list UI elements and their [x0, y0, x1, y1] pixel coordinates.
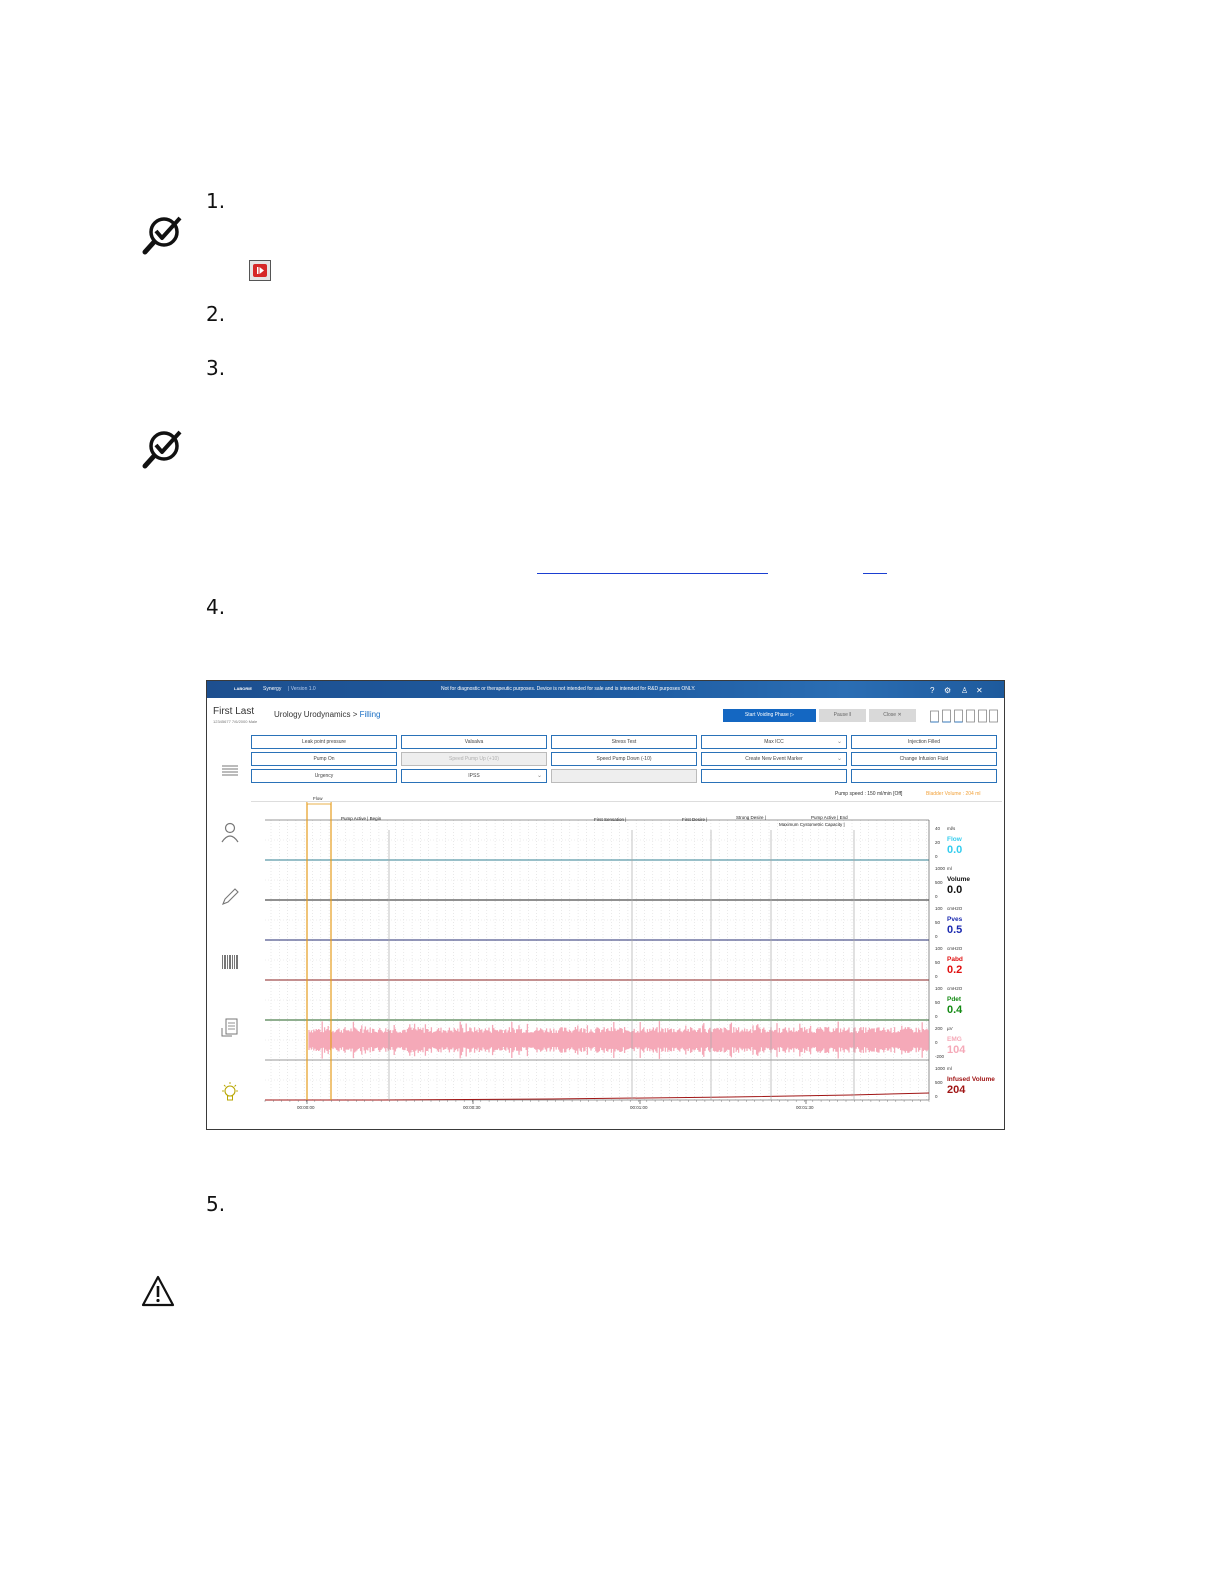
event-button-15[interactable]: [851, 769, 997, 783]
axis-scale-label: 500: [935, 880, 943, 885]
tip-magnifier-check-icon: [140, 429, 184, 471]
channel-value: 0.0: [947, 884, 963, 896]
flag-box: [307, 802, 331, 804]
event-marker-label: Pump Active | End: [811, 815, 848, 820]
event-button-4[interactable]: [701, 735, 847, 749]
axis-scale-label: 200: [935, 1026, 943, 1031]
event-button-label: Injection Filled: [908, 739, 940, 745]
axis-scale-label: 0: [935, 1040, 938, 1045]
channel-unit: cmH2O: [947, 906, 963, 911]
chart-canvas: [251, 802, 1002, 1130]
chevron-down-icon: ⌄: [836, 739, 842, 745]
channel-unit: cmH2O: [947, 986, 963, 991]
chevron-down-icon: ⌄: [536, 773, 542, 779]
event-button-11[interactable]: [251, 769, 397, 783]
step-3-number: 3.: [206, 356, 226, 380]
event-button-label: Max ICC: [764, 739, 784, 745]
step-4-number: 4.: [206, 595, 226, 619]
axis-scale-label: 50: [935, 920, 941, 925]
event-marker-label: First Desire |: [682, 817, 708, 822]
event-button-label: Urgency: [314, 773, 334, 779]
axis-scale-label: 40: [935, 826, 941, 831]
channel-value: 0.0: [947, 844, 963, 856]
x-tick-label: 00:01:00: [630, 1105, 648, 1110]
event-button-6[interactable]: [251, 752, 397, 766]
patient-icon[interactable]: [219, 821, 241, 843]
event-button-2[interactable]: [401, 735, 547, 749]
step-1-number: 1.: [206, 189, 226, 213]
settings-icon[interactable]: ⚙: [944, 686, 952, 695]
axis-scale-label: 0: [935, 854, 938, 859]
user-icon[interactable]: ♙: [961, 686, 969, 695]
event-button-3[interactable]: [551, 735, 697, 749]
patient-name: First Last: [213, 706, 255, 717]
event-button-7: [401, 752, 547, 766]
event-button-13: [551, 769, 697, 783]
event-button-label: Stress Test: [611, 739, 637, 745]
channel-unit: ml: [947, 866, 952, 871]
event-button-label: Speed Pump Down (-10): [596, 756, 652, 762]
event-button-12[interactable]: [401, 769, 547, 783]
study-name: Urology Urodynamics: [274, 710, 351, 719]
axis-scale-label: 0: [935, 894, 938, 899]
help-icon[interactable]: ?: [930, 686, 935, 695]
lightbulb-icon[interactable]: [219, 1081, 241, 1103]
axis-scale-label: 0: [935, 1014, 938, 1019]
axis-scale-label: 20: [935, 840, 941, 845]
axis-scale-label: 100: [935, 946, 943, 951]
event-button-label: Create New Event Marker: [745, 756, 803, 762]
event-marker-label: Maximum Cystometric Capacity |: [779, 822, 845, 827]
axis-scale-label: -200: [935, 1054, 945, 1059]
channel-name: Infused Volume: [947, 1076, 995, 1083]
phase-name: Filling: [359, 710, 381, 719]
bladder-volume-info: Bladder Volume : 204 ml: [926, 791, 981, 797]
event-button-label: Valsalva: [464, 739, 484, 745]
chevron-down-icon: ⌄: [836, 756, 842, 762]
axis-scale-label: 100: [935, 906, 943, 911]
event-button-label: Pump On: [313, 756, 335, 762]
axis-scale-label: 50: [935, 960, 941, 965]
event-marker-label: First Sensation |: [594, 817, 627, 822]
software-screenshot: [206, 680, 1005, 1130]
breadcrumb-separator: >: [352, 710, 358, 719]
x-tick-label: 00:01:30: [796, 1105, 814, 1110]
channel-name: Pves: [947, 916, 963, 923]
axis-scale-label: 500: [935, 1080, 943, 1085]
event-button-5[interactable]: [851, 735, 997, 749]
event-button-label: IPSS: [468, 773, 480, 779]
warning-icon: [141, 1275, 175, 1307]
channel-name: Flow: [947, 836, 962, 843]
barcode-icon[interactable]: [219, 951, 241, 973]
step-5-number: 5.: [206, 1192, 226, 1216]
pencil-icon[interactable]: [219, 886, 241, 908]
product-name: Synergy: [263, 686, 282, 692]
axis-scale-label: 0: [935, 1094, 938, 1099]
axis-scale-label: 100: [935, 986, 943, 991]
channel-value: 0.5: [947, 924, 963, 936]
channel-name: Pdet: [947, 996, 962, 1003]
start-voiding-label: Start Voiding Phase: [744, 712, 789, 718]
pump-speed-info: Pump speed : 150 ml/min [Off]: [835, 791, 903, 797]
event-button-9[interactable]: [701, 752, 847, 766]
title-bar: [207, 681, 1004, 698]
tip-magnifier-check-icon: [140, 215, 184, 257]
pause-button[interactable]: Pause ‖: [819, 709, 866, 722]
channel-unit: ml: [947, 1066, 952, 1071]
channel-unit: cmH2O: [947, 946, 963, 951]
event-button-label: Change Infusion Fluid: [899, 756, 949, 762]
layout-preset-icons[interactable]: [930, 709, 998, 723]
product-version: | Version 1.0: [288, 686, 316, 692]
trace-emg: [309, 1021, 928, 1059]
event-button-10[interactable]: [851, 752, 997, 766]
page-reference-link[interactable]: [863, 573, 887, 574]
close-label: Close: [883, 712, 897, 718]
urodynamics-chart: [251, 796, 1002, 1130]
channel-name: Volume: [947, 876, 970, 883]
breadcrumb: [274, 710, 381, 719]
event-button-14[interactable]: [701, 769, 847, 783]
channel-value: 104: [947, 1044, 966, 1056]
channel-unit: µV: [947, 1026, 953, 1031]
event-marker-label: Pump Active | Begin: [341, 816, 382, 821]
event-button-label: Speed Pump Up (+10): [449, 756, 499, 762]
report-icon[interactable]: [219, 1016, 241, 1038]
rd-notice: Not for diagnostic or therapeutic purposes. Device is not intended for sale and is intended for R&D purposes ONLY.: [441, 686, 696, 692]
menu-list-icon[interactable]: [219, 759, 241, 781]
axis-scale-label: 0: [935, 974, 938, 979]
channel-value: 0.4: [947, 1004, 963, 1016]
trace-infused-volume: [265, 1093, 929, 1100]
pause-label: Pause: [833, 712, 848, 718]
cross-reference-link[interactable]: [537, 573, 768, 574]
channel-value: 0.2: [947, 964, 963, 976]
close-button[interactable]: Close ✕: [869, 709, 916, 722]
x-tick-label: 00:00:00: [297, 1105, 315, 1110]
start-recording-icon: [249, 260, 271, 281]
event-marker-label: Strong Desire |: [736, 815, 766, 820]
channel-value: 204: [947, 1084, 966, 1096]
start-voiding-phase-button[interactable]: Start Voiding Phase ▷: [723, 709, 816, 722]
brand-logo: LABORIE: [234, 686, 252, 691]
x-tick-label: 00:00:30: [463, 1105, 481, 1110]
event-button-label: Leak point pressure: [302, 739, 346, 745]
channel-unit: ml/s: [947, 826, 956, 831]
event-button-1[interactable]: [251, 735, 397, 749]
close-window-icon[interactable]: ✕: [976, 686, 983, 695]
axis-scale-label: 1000: [935, 1066, 946, 1071]
step-2-number: 2.: [206, 302, 226, 326]
axis-scale-label: 50: [935, 1000, 941, 1005]
event-button-8[interactable]: [551, 752, 697, 766]
patient-meta: 12345677 7/6/2000 Male: [213, 719, 258, 724]
channel-name: EMG: [947, 1036, 962, 1043]
flag-label: Flow: [313, 796, 323, 801]
axis-scale-label: 0: [935, 934, 938, 939]
channel-name: Pabd: [947, 956, 963, 963]
axis-scale-label: 1000: [935, 866, 946, 871]
